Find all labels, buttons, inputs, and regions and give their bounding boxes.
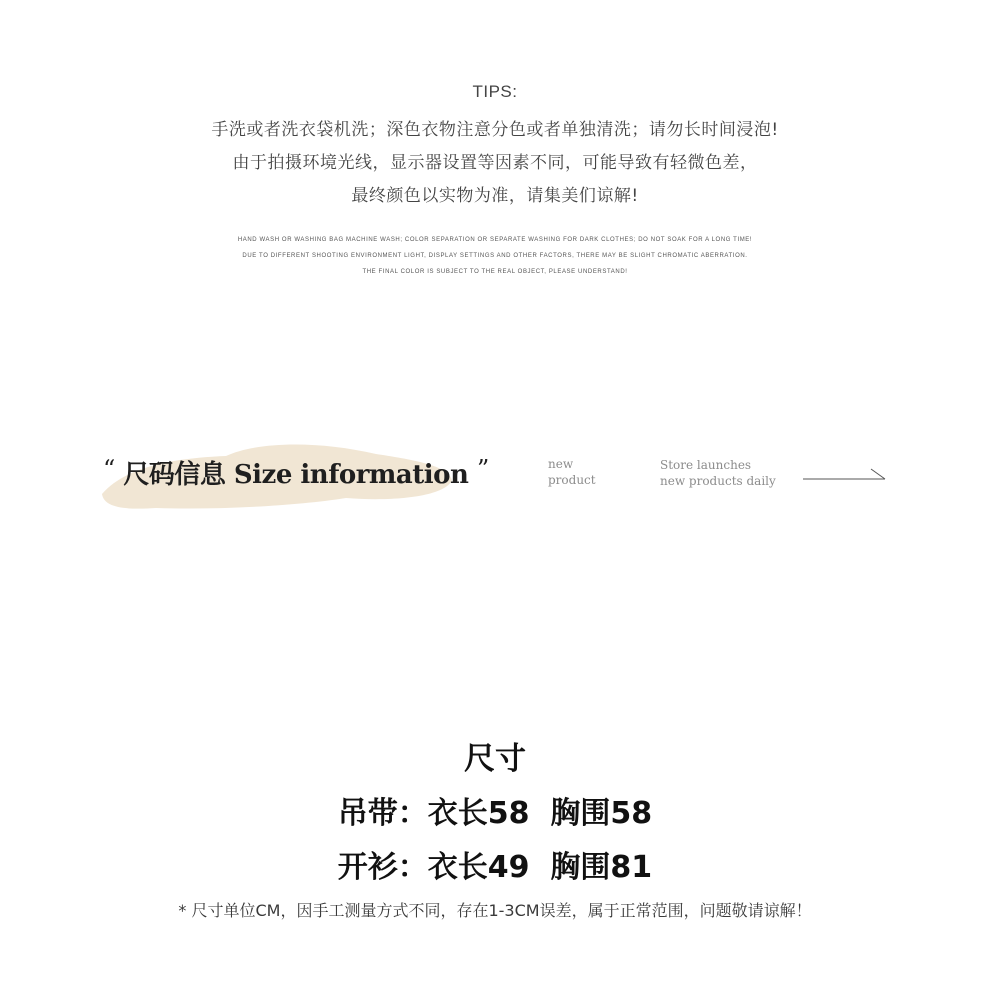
arrow-right-icon xyxy=(803,467,887,483)
store-launches-tag xyxy=(660,457,776,489)
tips-en-line-1: HAND WASH OR WASHING BAG MACHINE WASH; COLOR SEPARATION OR SEPARATE WASHING FOR DARK CLOTHES; DO NOT SOAK FOR A LONG TIME! xyxy=(237,237,753,243)
size-line-camisole: 吊带：衣长58 胸围58 xyxy=(337,796,653,831)
size-line-cardigan: 开衫：衣长49 胸围81 xyxy=(337,850,653,885)
tips-cn-line-3: 最终颜色以实物为准，请集美们谅解! xyxy=(351,186,639,206)
tips-title: TIPS: xyxy=(472,82,518,101)
tips-cn-line-2: 由于拍摄环境光线，显示器设置等因素不同，可能导致有轻微色差， xyxy=(232,153,758,173)
new-product-line-2: product xyxy=(548,473,596,487)
size-title: 尺寸 xyxy=(464,741,526,777)
tips-en-line-2: DUE TO DIFFERENT SHOOTING ENVIRONMENT LIGHT, DISPLAY SETTINGS AND OTHER FACTORS, THERE MAY BE SLIGHT CHROMATIC ABERRATION. xyxy=(242,253,748,259)
new-product-tag xyxy=(548,456,596,488)
close-quote: ” xyxy=(476,455,489,483)
size-info-heading xyxy=(103,454,489,491)
store-launches-line-2: new products daily xyxy=(660,474,776,488)
size-info-title: 尺码信息 Size information xyxy=(123,460,469,490)
tips-en-line-3: THE FINAL COLOR IS SUBJECT TO THE REAL OBJECT, PLEASE UNDERSTAND! xyxy=(362,269,628,275)
size-measurement-note: * 尺寸单位CM，因手工测量方式不同，存在1-3CM误差，属于正常范围，问题敬请谅解！ xyxy=(178,901,812,920)
new-product-line-1: new xyxy=(548,457,574,471)
tips-cn-line-1: 手洗或者洗衣袋机洗；深色衣物注意分色或者单独清洗；请勿长时间浸泡! xyxy=(211,120,779,140)
store-launches-line-1: Store launches xyxy=(660,458,752,472)
open-quote: “ xyxy=(103,455,115,483)
